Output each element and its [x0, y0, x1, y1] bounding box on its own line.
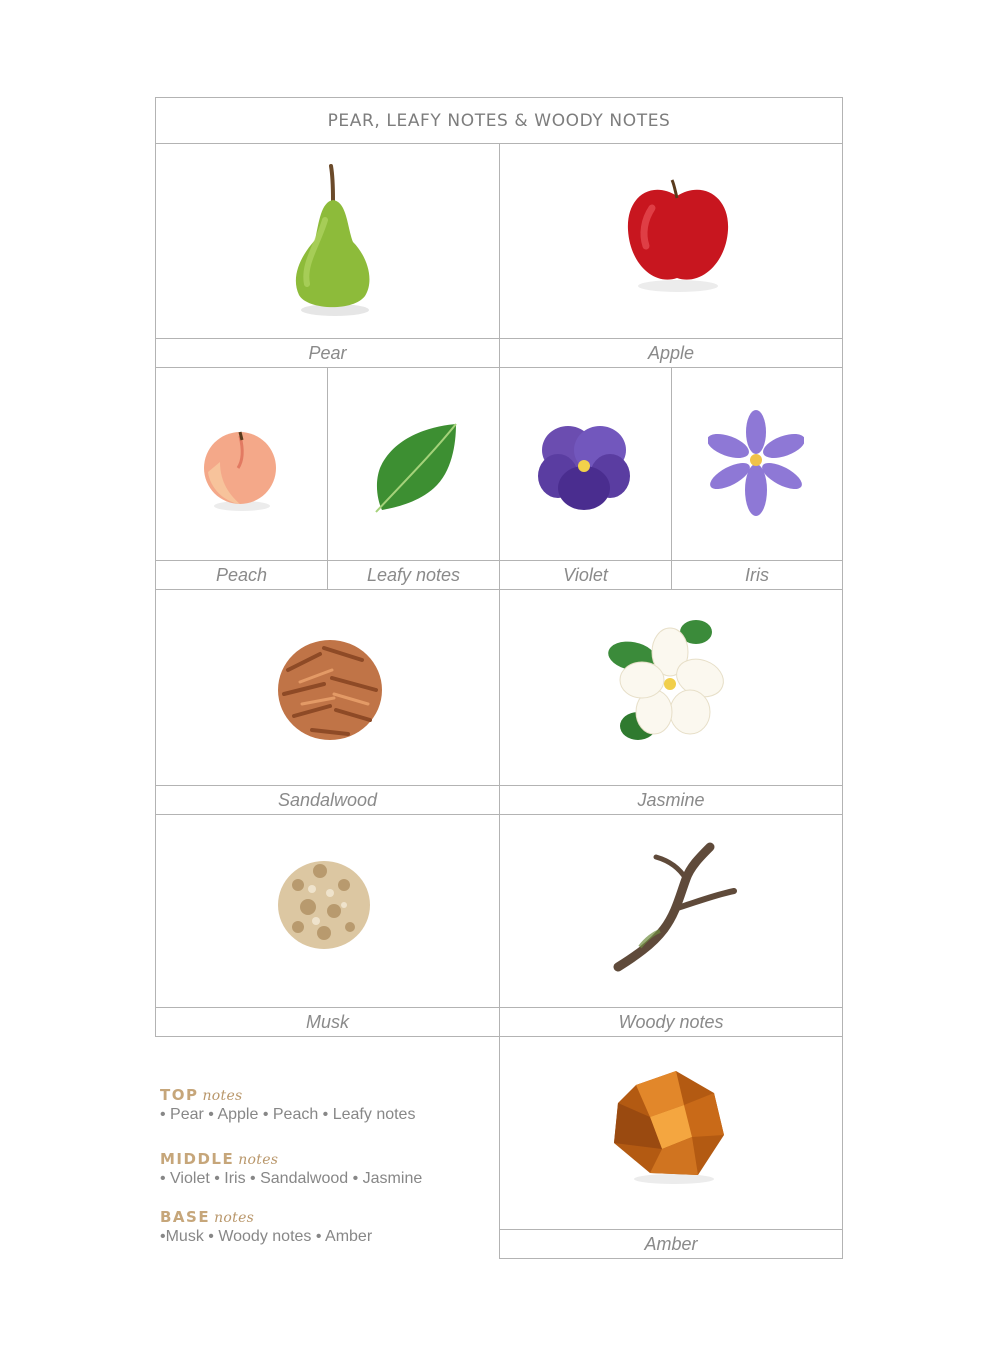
pear-image: [281, 160, 381, 320]
middle-notes-heading: MIDDLE: [160, 1150, 235, 1168]
violet-cell: [499, 367, 672, 561]
notes-pyramid: [160, 1086, 422, 1246]
base-notes: [160, 1208, 422, 1246]
peach-label: Peach: [155, 560, 328, 590]
sandalwood-label: Sandalwood: [155, 785, 500, 815]
base-notes-suffix: notes: [214, 1210, 255, 1226]
pear-label: Pear: [155, 338, 500, 368]
branch-image: [610, 839, 740, 979]
iris-flower-image: [708, 410, 804, 518]
woody-cell: [499, 814, 843, 1008]
jasmine-cell: [499, 589, 843, 786]
amber-image: [606, 1065, 730, 1185]
middle-notes: [160, 1150, 422, 1188]
violet-label: Violet: [499, 560, 672, 590]
top-notes: [160, 1086, 422, 1124]
middle-notes-suffix: notes: [238, 1152, 279, 1168]
iris-cell: [671, 367, 843, 561]
musk-label: Musk: [155, 1007, 500, 1037]
musk-image: [268, 845, 380, 957]
jasmine-image: [608, 618, 728, 746]
leafy-label: Leafy notes: [327, 560, 500, 590]
pear-cell: [155, 143, 500, 339]
base-notes-list: •Musk • Woody notes • Amber: [160, 1228, 373, 1245]
woody-label: Woody notes: [499, 1007, 843, 1037]
violet-image: [538, 420, 630, 514]
iris-label: Iris: [671, 560, 843, 590]
apple-label: Apple: [499, 338, 843, 368]
peach-cell: [155, 367, 328, 561]
middle-notes-list: • Violet • Iris • Sandalwood • Jasmine: [160, 1170, 423, 1187]
top-notes-suffix: notes: [202, 1088, 243, 1104]
amber-cell: [499, 1036, 843, 1230]
leaf-image: [372, 420, 458, 514]
base-notes-heading: BASE: [160, 1208, 211, 1226]
amber-label: Amber: [499, 1229, 843, 1259]
jasmine-label: Jasmine: [499, 785, 843, 815]
peach-image: [200, 428, 280, 512]
top-notes-heading: TOP: [160, 1086, 199, 1104]
leafy-cell: [327, 367, 500, 561]
sandalwood-cell: [155, 589, 500, 786]
top-notes-list: • Pear • Apple • Peach • Leafy notes: [160, 1106, 416, 1123]
apple-image: [622, 174, 732, 294]
musk-cell: [155, 814, 500, 1008]
page-title: PEAR, LEAFY NOTES & WOODY NOTES: [155, 97, 843, 144]
sandalwood-image: [272, 630, 388, 746]
apple-cell: [499, 143, 843, 339]
